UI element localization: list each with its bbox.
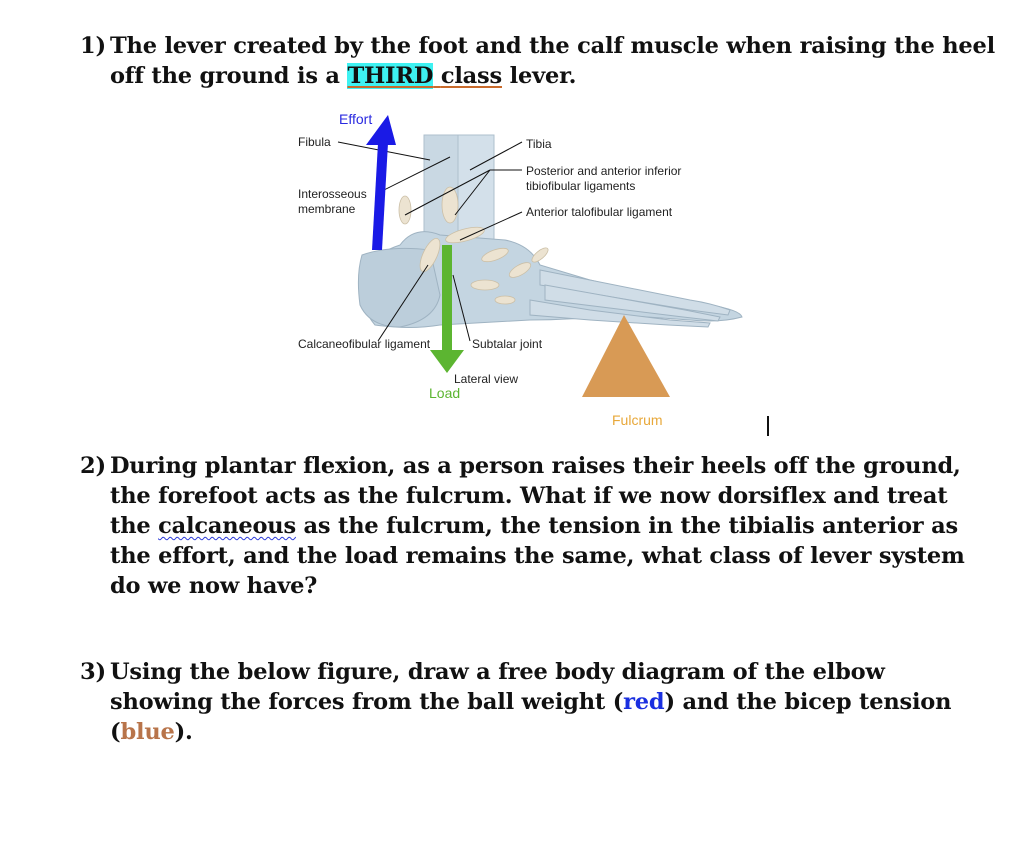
text-span: lever. (502, 63, 577, 89)
text-line: During plantar flexion, as a person raises their heels off the ground, (110, 453, 961, 479)
question-3 (80, 657, 980, 747)
text-line (110, 61, 1000, 91)
text-span: off the ground is a (110, 63, 348, 89)
tibiofibular-label-2: tibiofibular ligaments (526, 179, 636, 193)
question-number: 2) (80, 453, 106, 479)
text-span: ) and the bicep tension (664, 689, 952, 715)
talofibular-label: Anterior talofibular ligament (526, 205, 673, 219)
subtalar-label: Subtalar joint (472, 337, 543, 351)
colored-word-red: red (623, 689, 665, 715)
underlined-word: class (440, 63, 502, 89)
effort-label: Effort (339, 111, 373, 127)
fibula-label: Fibula (298, 135, 331, 149)
interosseous-label-2: membrane (298, 202, 356, 216)
text-line (110, 717, 980, 747)
misspelled-word[interactable]: calcaneous (158, 513, 296, 539)
text-span (433, 63, 441, 89)
load-label: Load (429, 385, 461, 401)
text-span: the (110, 513, 159, 539)
text-cursor (767, 416, 769, 436)
text-line (110, 687, 980, 717)
question-text (110, 657, 980, 747)
fulcrum-label: Fulcrum (612, 412, 663, 428)
text-line: do we now have? (110, 573, 318, 599)
text-line: Using the below figure, draw a free body diagram of the elbow (110, 659, 885, 685)
question-text (110, 31, 1000, 91)
interosseous-label-1: Interosseous (298, 187, 367, 201)
fulcrum-triangle (582, 315, 670, 397)
question-number: 1) (80, 33, 106, 59)
text-span: ( (110, 719, 121, 745)
lateral-view-label: Lateral view (454, 372, 519, 386)
text-line: the forefoot acts as the fulcrum. What if we now dorsiflex and treat (110, 483, 948, 509)
tibia-label: Tibia (526, 137, 552, 151)
text-line: The lever created by the foot and the calf muscle when raising the heel (110, 33, 995, 59)
question-number: 3) (80, 659, 106, 685)
question-1 (80, 31, 1000, 91)
question-text (110, 451, 980, 601)
tibiofibular-label-1: Posterior and anterior inferior (526, 164, 682, 178)
text-span: showing the forces from the ball weight ( (110, 689, 624, 715)
highlighted-answer[interactable]: THIRD (347, 63, 434, 89)
calcaneofibular-label: Calcaneofibular ligament (298, 337, 431, 351)
question-2 (80, 451, 980, 601)
foot-lever-figure (290, 105, 770, 435)
foot-anatomy-illustration (290, 105, 770, 435)
text-line (110, 511, 980, 541)
text-line: the effort, and the load remains the same, what class of lever system (110, 543, 965, 569)
colored-word-blue: blue (120, 719, 175, 745)
text-span: ). (174, 719, 193, 745)
effort-arrow (366, 115, 396, 250)
text-span: as the fulcrum, the tension in the tibialis anterior as (295, 513, 958, 539)
